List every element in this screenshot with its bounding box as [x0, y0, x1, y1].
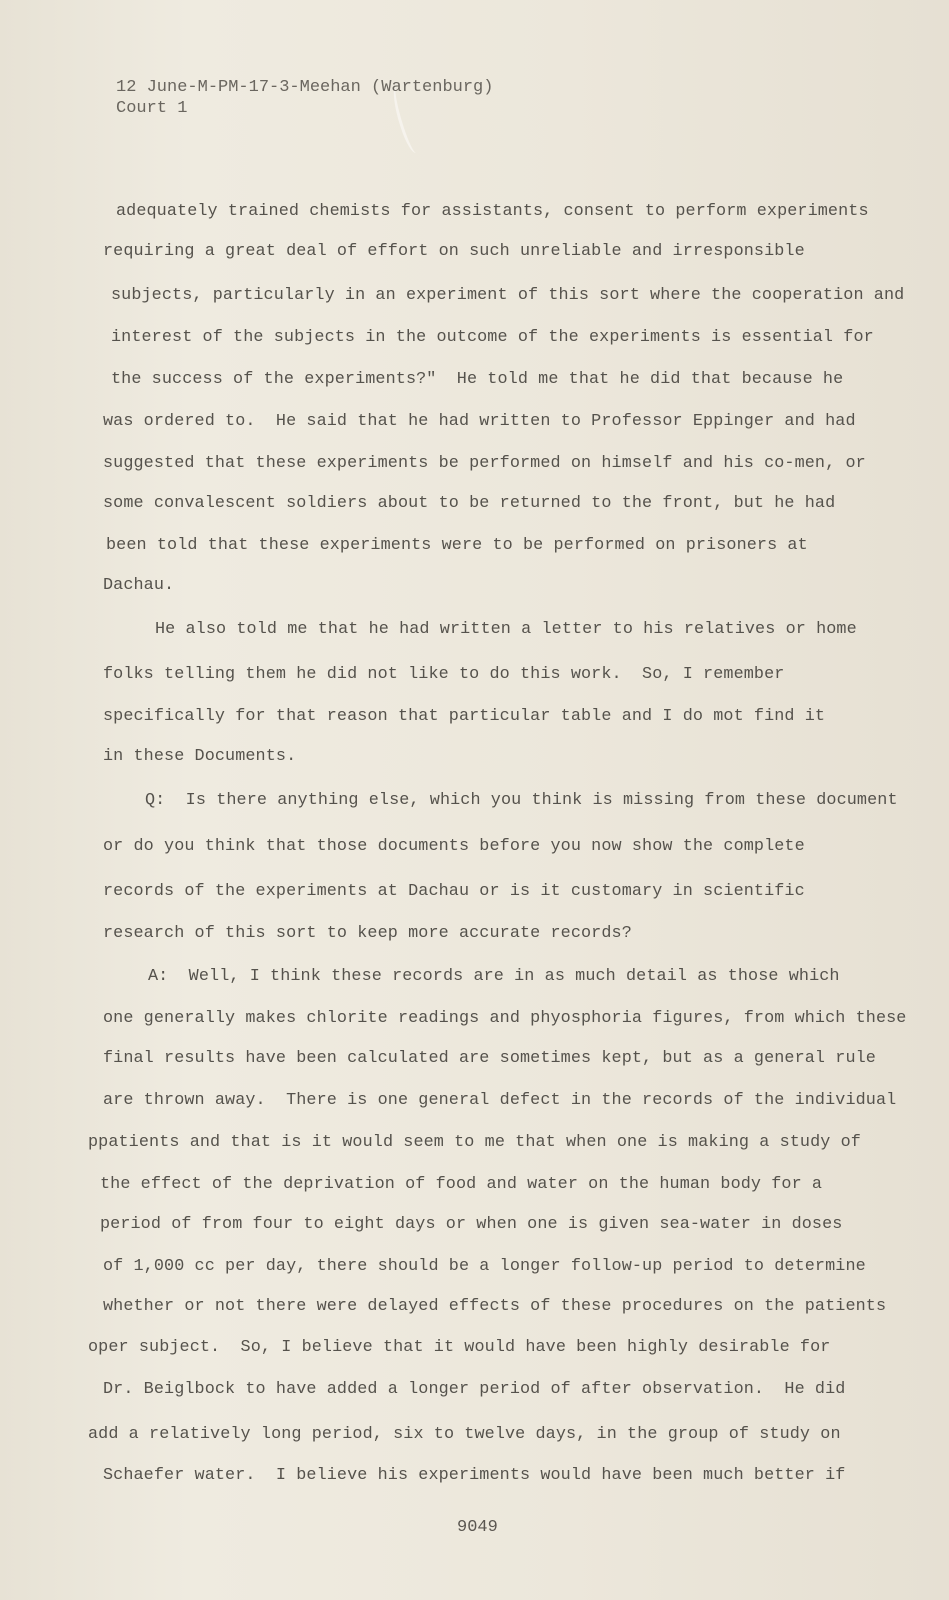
text-line: one generally makes chlorite readings and phyosphoria figures, from which these	[103, 1009, 907, 1028]
text-line: of 1,000 cc per day, there should be a longer follow-up period to determine	[103, 1257, 866, 1276]
text-line: add a relatively long period, six to twelve days, in the group of study on	[88, 1425, 841, 1444]
text-line: the success of the experiments?" He told me that he did that because he	[111, 370, 844, 389]
text-line: in these Documents.	[103, 747, 297, 766]
text-line: final results have been calculated are sometimes kept, but as a general rule	[103, 1049, 876, 1068]
text-line: or do you think that those documents before you now show the complete	[103, 837, 805, 856]
text-line: Dr. Beiglbock to have added a longer period of after observation. He did	[103, 1380, 846, 1399]
text-line: adequately trained chemists for assistants, consent to perform experiments	[116, 202, 869, 221]
text-line: interest of the subjects in the outcome of the experiments is essential for	[111, 328, 874, 347]
text-line: Dachau.	[103, 576, 175, 595]
text-line: oper subject. So, I believe that it would have been highly desirable for	[88, 1338, 831, 1357]
text-line: subjects, particularly in an experiment of this sort where the cooperation and	[111, 286, 905, 305]
text-line: suggested that these experiments be performed on himself and his co-men, or	[103, 454, 866, 473]
text-line: A: Well, I think these records are in as much detail as those which	[148, 967, 840, 986]
text-line: was ordered to. He said that he had written to Professor Eppinger and had	[103, 412, 856, 431]
text-line: folks telling them he did not like to do this work. So, I remember	[103, 665, 785, 684]
header-line-1: 12 June-M-PM-17-3-Meehan (Wartenburg)	[116, 78, 494, 97]
text-line: are thrown away. There is one general defect in the records of the individual	[103, 1091, 897, 1110]
page-number: 9049	[457, 1518, 498, 1537]
text-line: the effect of the deprivation of food and water on the human body for a	[100, 1175, 823, 1194]
text-line: He also told me that he had written a letter to his relatives or home	[155, 620, 857, 639]
text-line: research of this sort to keep more accurate records?	[103, 924, 632, 943]
text-line: ppatients and that is it would seem to me that when one is making a study of	[88, 1133, 861, 1152]
text-line: records of the experiments at Dachau or is it customary in scientific	[103, 882, 805, 901]
text-line: been told that these experiments were to be performed on prisoners at	[106, 536, 808, 555]
text-line: specifically for that reason that particular table and I do mot find it	[103, 707, 826, 726]
text-line: Schaefer water. I believe his experiments would have been much better if	[103, 1466, 846, 1485]
text-line: requiring a great deal of effort on such unreliable and irresponsible	[103, 242, 805, 261]
text-line: some convalescent soldiers about to be returned to the front, but he had	[103, 494, 836, 513]
text-line: Q: Is there anything else, which you think is missing from these document	[145, 791, 898, 810]
text-line: period of from four to eight days or when one is given sea-water in doses	[100, 1215, 843, 1234]
header-line-2: Court 1	[116, 99, 188, 118]
text-line: whether or not there were delayed effects of these procedures on the patients	[103, 1297, 887, 1316]
